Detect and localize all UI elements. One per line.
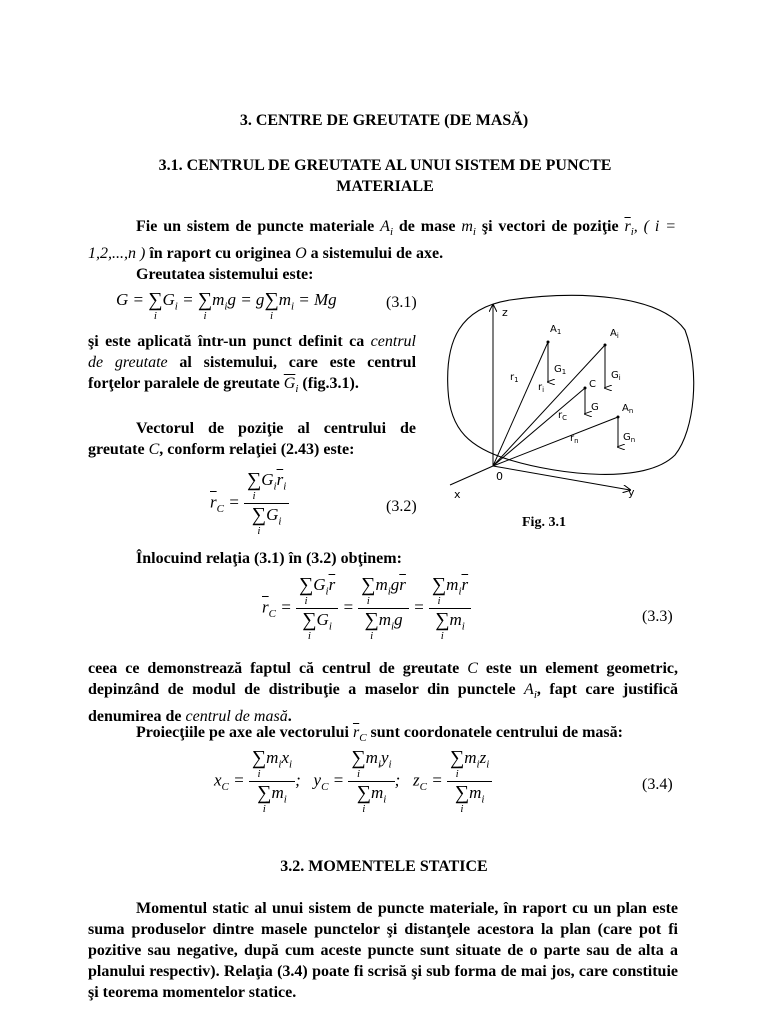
origin-label: 0 [496,470,503,483]
equation-label-3-1: (3.1) [386,294,417,311]
body-outline [448,295,694,474]
y-axis-label: y [628,486,635,499]
svg-text:ri: $r_i$ [538,382,545,394]
section-title-3-1: 3.1. CENTRUL DE GREUTATE AL UNUI SISTEM DE PUNCTE MATERIALE [158,157,612,195]
paragraph-weight: Greutatea sistemului este: [136,266,314,283]
z-axis-label: z [502,306,508,319]
equation-3-4: $x_C$ = ∑ i $m_ix_i$ ∑ i $m_i$ ; $y_C$ = ∑ i $m_iy_i$ ∑ i $m_i$ ; $z_C$ = ∑ i $m_iz_i$ ∑ i $m_i$ [214,748,492,815]
equation-3-3: $\overline{r}_C$ = ∑ i $G_i\overline{r}$ ∑ i $G_i$ = ∑ i $m_ig\overline{r}$ ∑ i $m_ig$ = ∑ i $m_i\overline{r}$ ∑ i $m_i$ [262,575,471,642]
equation-label-3-3: (3.3) [642,608,673,625]
equation-label-3-4: (3.4) [642,776,673,793]
x-axis [450,466,493,485]
section-title-3-2: 3.2. MOMENTELE STATICE [280,858,488,875]
paragraph-static-moments: Momentul static al unui sistem de puncte materiale, în raport cu un plan este suma produselor dintre masele punctelor şi distanţele acestora la plan (care pot fi pozitive sau negative, după cum aceste puncte sunt situate de o parte sau de alta a planului respectiv). Relaţia (3.4) poate fi scrisă şi sub forma de mai jos, care constituie şi teorema momentelor statice. [88,900,678,1001]
svg-text:Ai: $A_i$ [610,328,619,340]
equation-label-3-2: (3.2) [386,498,417,515]
svg-text:rn: $r_n$ [570,433,579,445]
paragraph-intro: Fie un sistem de puncte materiale $A_i$ de mase $m_i$ şi vectori de poziţie $\overline{r}_i$, ( i = 1,2,...,n ) în raport cu originea O a sistemului de axe. [88,218,677,263]
equation-3-2: $\overline{r}_C$ = ∑ i $G_i\overline{r}_i$ ∑ i $G_i$ [210,470,289,537]
paragraph-geometric: ceea ce demonstrează faptul că centrul de greutate C este un element geometric, depinzând de modul de distribuţie a maselor din punctele $A_i$, fapt care justifică denumirea de centrul de masă. [88,660,678,726]
paragraph-projections: Proiecţiile pe axe ale vectorului $\overline{r}_C$ sunt coordonatele centrului de masă: [136,724,623,745]
paragraph-position-vector: Vectorul de poziţie al centrului de greutate C, conform relaţiei (2.43) este: [88,420,416,458]
equation-3-1: G = ∑ i $G_i$ = ∑ i $m_ig = g$ ∑ i $m_i = Mg$ [116,289,337,322]
svg-text:G1: $G_1$ [554,364,567,376]
svg-text:C: C [589,379,596,390]
paragraph-substitute: Înlocuind relaţia (3.1) în (3.2) obţinem: [136,550,402,567]
y-axis [493,466,630,490]
svg-text:Gn: $G_n$ [623,432,636,444]
figure-3-1 [430,290,700,540]
x-axis-label: x [454,488,461,501]
svg-text:An: $A_n$ [622,403,634,415]
svg-text:rC: $r_C$ [558,410,568,422]
svg-text:Gi: $G_i$ [611,370,621,382]
chapter-title: 3. CENTRE DE GREUTATE (DE MASĂ) [239,112,529,129]
paragraph-center: şi este aplicată într-un punct definit ca centrul de greutate al sistemului, care este centrul forţelor paralele de greutate $\overline{G}_i$ (fig.3.1). [88,333,417,396]
svg-text:A1: $A_1$ [550,324,562,336]
svg-text:G: G [591,402,599,413]
svg-text:r1: $r_1$ [510,372,519,384]
figure-caption: Fig. 3.1 [522,515,566,530]
